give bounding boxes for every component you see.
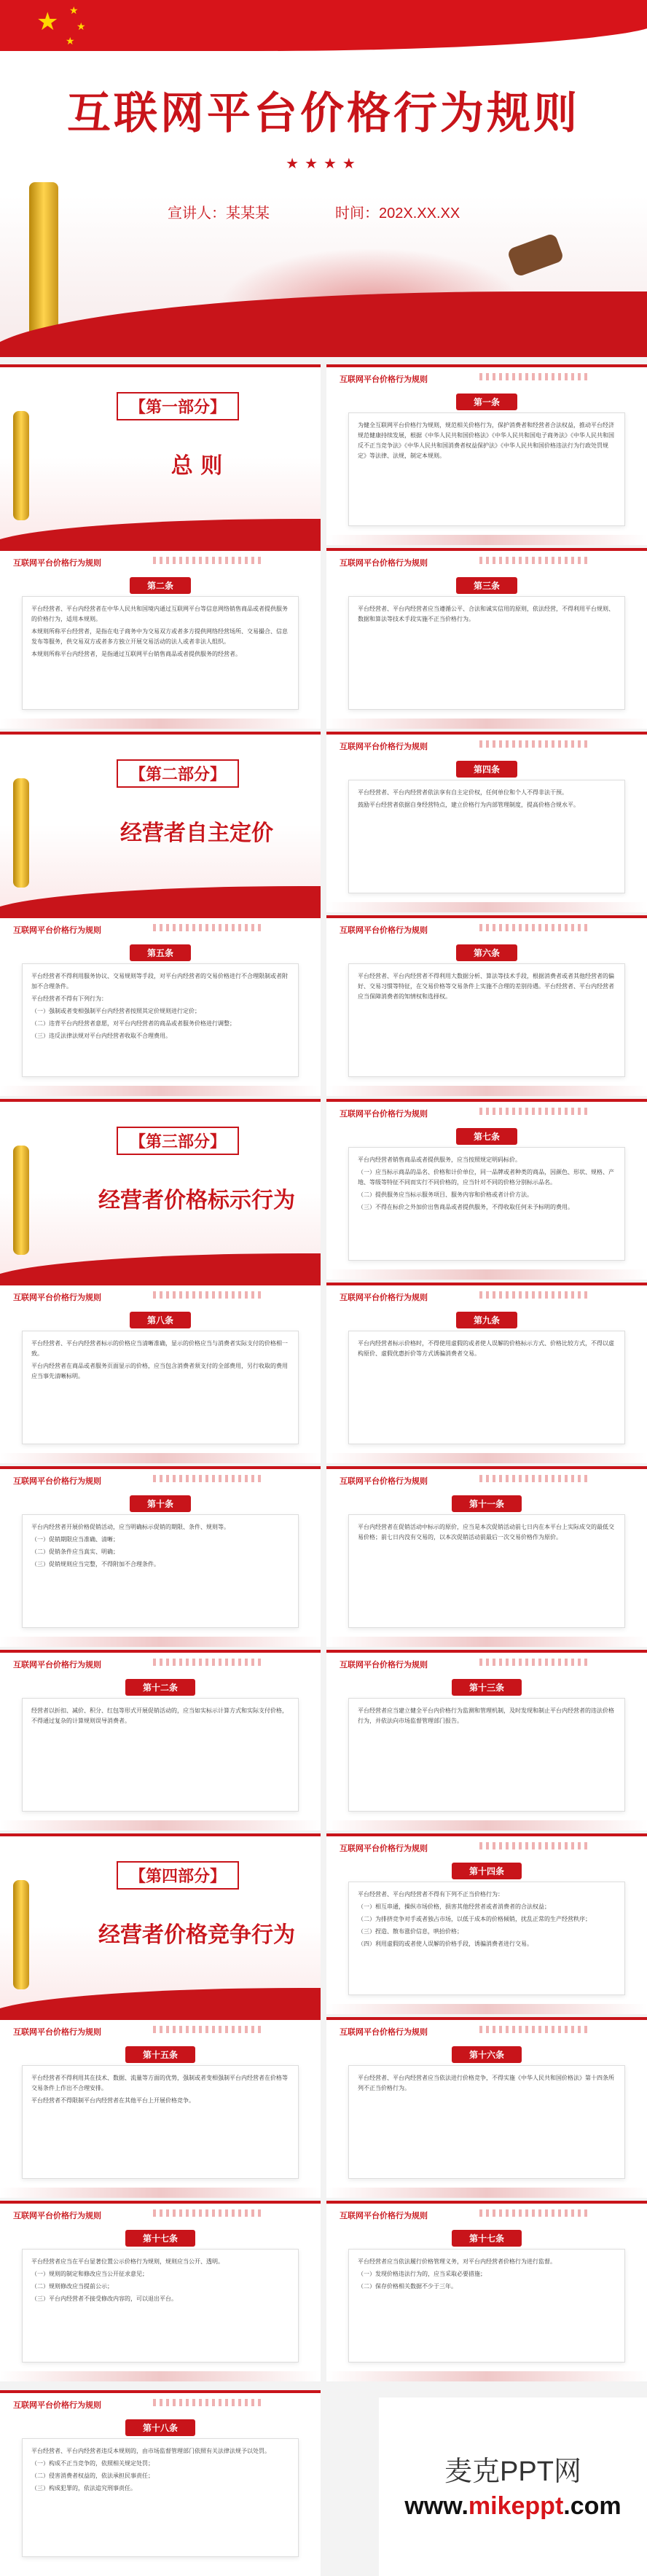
section-part-label: 【第四部分】 <box>117 1861 239 1890</box>
slide-header: 互联网平台价格行为规则 <box>13 559 101 568</box>
article-paragraph: （二）提供服务应当标示服务项目、服务内容和价格或者计价方法。 <box>358 1191 533 1198</box>
article-paragraph: 平台内经营者开展价格促销活动，应当明确标示促销的期限、条件、规则等。 <box>31 1524 230 1530</box>
red-wave <box>0 1253 321 1283</box>
url-domain: mikeppt <box>468 2492 564 2520</box>
slide-header: 互联网平台价格行为规则 <box>13 2028 101 2037</box>
article-paragraph: （二）规则修改应当提前公示； <box>31 2283 113 2290</box>
section-title: 经营者价格标示行为 <box>98 1188 295 1213</box>
article-text-box <box>348 1882 625 1995</box>
article-paragraph: （一）强制或者变相强制平台内经营者按照其定价规则进行定价； <box>31 1008 200 1014</box>
article-slide-11 <box>326 1466 647 1647</box>
article-paragraph: 本规则所称平台内经营者，是指通过互联网平台销售商品或者提供服务的经营者。 <box>31 651 241 657</box>
title-stars: ★★★★ <box>286 156 361 172</box>
footer-decoration <box>326 1269 647 1280</box>
section-slide-4 <box>0 1833 321 2017</box>
article-text-box <box>22 596 299 710</box>
red-wave <box>0 1988 321 2017</box>
section-title: 经营者自主定价 <box>120 821 273 846</box>
slide-header: 互联网平台价格行为规则 <box>340 926 428 935</box>
lace-decoration <box>153 924 262 931</box>
slide-header: 互联网平台价格行为规则 <box>13 1477 101 1486</box>
section-part-label: 【第一部分】 <box>117 392 239 420</box>
article-paragraph: （一）应当标示商品的品名、价格和计价单位，同一品牌或者种类的商品，因颜色、形状、规格、产地、等级等特征不同而实行不同价格的，应当针对不同的价格分别标示品名。 <box>358 1169 614 1186</box>
article-paragraph: （三）不得在标价之外加价出售商品或者提供服务，不得收取任何未予标明的费用。 <box>358 1204 573 1210</box>
article-text-box <box>348 780 625 893</box>
article-paragraph: 平台经营者不得限制平台内经营者在其他平台上开展价格竞争。 <box>31 2097 195 2104</box>
footer-decoration <box>326 1820 647 1831</box>
article-badge: 第十三条 <box>452 1679 522 1696</box>
article-paragraph: 平台经营者应当依法履行价格管理义务，对平台内经营者价格行为进行监督。 <box>358 2258 556 2265</box>
article-paragraph: 平台经营者、平台内经营者违反本规则的，由市场监督管理部门依照有关法律法规予以处罚。 <box>31 2448 270 2454</box>
article-slide-16 <box>326 2017 647 2198</box>
star-icon: ★ <box>69 4 79 16</box>
footer-decoration <box>326 719 647 729</box>
article-paragraph: 平台经营者不得利用服务协议、交易规则等手段，对平台内经营者的交易价格进行不合理限制或者附加不合理条件。 <box>31 973 288 990</box>
article-text-box <box>348 596 625 710</box>
article-paragraph: 平台经营者、平台内经营者标示的价格应当清晰准确，显示的价格应当与消费者实际支付的价格相一致。 <box>31 1340 288 1357</box>
article-slide-18 <box>326 2201 647 2381</box>
article-paragraph: 平台经营者、平台内经营者不得利用大数据分析、算法等技术手段，根据消费者或者其他经营者的偏好、交易习惯等特征，在交易价格等交易条件上实施不合理的差别待遇。平台经营者、平台内经营者应当保障消费者的知情权和选择权。 <box>358 973 614 1000</box>
article-paragraph: （一）构成不正当竞争的，依照相关规定处罚； <box>31 2460 154 2467</box>
article-paragraph: （二）为排挤竞争对手或者独占市场，以低于成本的价格倾销，扰乱正常的生产经营秩序； <box>358 1916 591 1922</box>
article-text-box <box>22 2065 299 2179</box>
footer-decoration <box>326 2371 647 2381</box>
slide-header: 互联网平台价格行为规则 <box>13 926 101 935</box>
huabiao-pillar-image <box>13 411 29 520</box>
article-text-box <box>348 1147 625 1261</box>
lace-decoration <box>479 924 589 931</box>
lace-decoration <box>479 373 589 380</box>
article-paragraph: 平台内经营者在促销活动中标示的原价，应当是本次促销活动前七日内在本平台上实际成交的最低交易价格；前七日内没有交易的，以本次促销活动前最后一次交易价格作为原价。 <box>358 1524 614 1540</box>
article-slide-9 <box>326 1283 647 1463</box>
article-badge: 第一条 <box>456 394 517 410</box>
speaker-label: 宣讲人：某某某 <box>168 205 270 222</box>
lace-decoration <box>479 1475 589 1482</box>
red-wave-top <box>0 0 647 51</box>
gavel-image <box>506 232 564 278</box>
section-slide-3 <box>0 1099 321 1283</box>
article-badge: 第八条 <box>130 1312 191 1328</box>
slide-header: 互联网平台价格行为规则 <box>340 375 428 384</box>
article-badge: 第十六条 <box>452 2046 522 2063</box>
lace-decoration <box>479 1108 589 1115</box>
article-paragraph: 平台经营者应当在平台显著位置公示价格行为规则，规则应当公开、透明。 <box>31 2258 224 2265</box>
article-paragraph: （二）促销条件应当真实、明确； <box>31 1549 119 1555</box>
star-icon: ★ <box>77 20 86 32</box>
red-wave-bottom <box>0 291 647 357</box>
article-text-box <box>22 2438 299 2557</box>
article-paragraph: （三）平台内经营者不接受修改内容的，可以退出平台。 <box>31 2295 177 2302</box>
article-slide-15 <box>0 2017 321 2198</box>
article-slide-12 <box>0 1650 321 1831</box>
article-badge: 第十七条 <box>452 2230 522 2247</box>
lace-decoration <box>153 2399 262 2406</box>
article-slide-7 <box>326 1099 647 1280</box>
red-wave <box>0 519 321 548</box>
article-slide-19 <box>0 2390 321 2576</box>
article-paragraph: 平台经营者、平台内经营者不得有下列不正当价格行为： <box>358 1891 503 1898</box>
lace-decoration <box>153 2026 262 2033</box>
article-paragraph: （三）违反法律法规对平台内经营者收取不合理费用。 <box>31 1033 171 1039</box>
article-paragraph: 经营者以折扣、减价、积分、红包等形式开展促销活动的，应当如实标示计算方式和实际支付价格，不得通过复杂的计算规则误导消费者。 <box>31 1707 288 1724</box>
footer-decoration <box>0 1086 321 1096</box>
lace-decoration <box>153 557 262 564</box>
lace-decoration <box>479 2026 589 2033</box>
slide-header: 互联网平台价格行为规则 <box>340 559 428 568</box>
slide-header: 互联网平台价格行为规则 <box>13 2212 101 2220</box>
lace-decoration <box>479 740 589 748</box>
article-paragraph: 平台经营者不得有下列行为： <box>31 995 107 1002</box>
cover-title: 互联网平台价格行为规则 <box>67 88 580 139</box>
watermark-panel <box>379 2397 647 2576</box>
url-suffix: .com <box>563 2492 621 2520</box>
article-paragraph: （一）发现价格违法行为的，应当采取必要措施； <box>358 2271 486 2277</box>
slide-header: 互联网平台价格行为规则 <box>340 1110 428 1119</box>
slide-header: 互联网平台价格行为规则 <box>340 2212 428 2220</box>
article-slide-10 <box>0 1466 321 1647</box>
slide-header: 互联网平台价格行为规则 <box>13 1661 101 1669</box>
footer-decoration <box>0 1453 321 1463</box>
article-paragraph: 平台经营者、平台内经营者应当依法进行价格竞争，不得实施《中华人民共和国价格法》第十四条所列不正当价格行为。 <box>358 2075 614 2091</box>
url-prefix: www. <box>404 2492 468 2520</box>
footer-decoration <box>326 2188 647 2198</box>
lace-decoration <box>153 1475 262 1482</box>
article-slide-8 <box>0 1283 321 1463</box>
lace-decoration <box>479 2209 589 2217</box>
article-slide-1 <box>326 364 647 545</box>
slide-header: 互联网平台价格行为规则 <box>340 1477 428 1486</box>
article-badge: 第十一条 <box>452 1495 522 1512</box>
footer-decoration <box>0 2371 321 2381</box>
article-paragraph: （一）规则的制定和修改应当公开征求意见； <box>31 2271 148 2277</box>
slide-header: 互联网平台价格行为规则 <box>340 1844 428 1853</box>
article-badge: 第七条 <box>456 1128 517 1145</box>
article-badge: 第十二条 <box>125 1679 195 1696</box>
article-badge: 第十条 <box>130 1495 191 1512</box>
footer-decoration <box>0 1637 321 1647</box>
lace-decoration <box>479 1842 589 1849</box>
article-text-box <box>22 963 299 1077</box>
article-badge: 第五条 <box>130 944 191 961</box>
lace-decoration <box>479 557 589 564</box>
section-slide-2 <box>0 732 321 915</box>
footer-decoration <box>326 1086 647 1096</box>
article-text-box <box>22 1331 299 1444</box>
article-paragraph: 平台经营者、平台内经营者在中华人民共和国境内通过互联网平台等信息网络销售商品或者提供服务的价格行为，适用本规则。 <box>31 606 288 622</box>
section-title: 总 则 <box>170 453 223 479</box>
article-badge: 第十四条 <box>452 1863 522 1879</box>
lace-decoration <box>479 1291 589 1299</box>
star-icon: ★ <box>66 35 75 47</box>
article-paragraph: 平台经营者不得利用其在技术、数据、流量等方面的优势，强制或者变相强制平台内经营者在价格等交易条件上作出不合理安排。 <box>31 2075 288 2091</box>
slide-header: 互联网平台价格行为规则 <box>340 743 428 751</box>
article-paragraph: 平台经营者、平台内经营者应当遵循公平、合法和诚实信用的原则，依法经营，不得利用平台规则、数据和算法等技术手段实施不正当价格行为。 <box>358 606 614 622</box>
lace-decoration <box>153 2209 262 2217</box>
article-paragraph: （二）保存价格相关数据不少于三年。 <box>358 2283 457 2290</box>
article-badge: 第九条 <box>456 1312 517 1328</box>
section-part-label: 【第二部分】 <box>117 759 239 788</box>
article-slide-2 <box>0 548 321 729</box>
footer-decoration <box>326 1637 647 1647</box>
article-paragraph: （三）构成犯罪的，依法追究刑事责任。 <box>31 2485 136 2491</box>
article-text-box <box>22 1698 299 1812</box>
lace-decoration <box>153 1659 262 1666</box>
lace-decoration <box>479 1659 589 1666</box>
article-text-box <box>348 1514 625 1628</box>
footer-decoration <box>0 719 321 729</box>
section-slide-1 <box>0 364 321 548</box>
article-text-box <box>22 2249 299 2362</box>
time-label: 时间：202X.XX.XX <box>335 205 460 222</box>
article-slide-17 <box>0 2201 321 2381</box>
cover-slide <box>0 0 647 357</box>
watermark-url <box>379 2492 647 2521</box>
huabiao-pillar-image <box>13 1146 29 1255</box>
section-part-label: 【第三部分】 <box>117 1127 239 1155</box>
article-slide-14 <box>326 1833 647 2014</box>
article-badge: 第十五条 <box>125 2046 195 2063</box>
article-text-box <box>348 963 625 1077</box>
footer-decoration <box>326 535 647 545</box>
article-paragraph: 平台经营者应当建立健全平台内价格行为监测和管理机制，及时发现和制止平台内经营者的违法价格行为，并依法向市场监督管理部门报告。 <box>358 1707 614 1724</box>
article-badge: 第四条 <box>456 761 517 778</box>
article-paragraph: （四）利用虚假的或者使人误解的价格手段，诱骗消费者进行交易。 <box>358 1941 533 1947</box>
slide-header: 互联网平台价格行为规则 <box>340 1293 428 1302</box>
article-text-box <box>22 1514 299 1628</box>
slide-header: 互联网平台价格行为规则 <box>340 2028 428 2037</box>
article-paragraph: （一）相互串通，操纵市场价格，损害其他经营者或者消费者的合法权益； <box>358 1903 550 1910</box>
article-slide-4 <box>326 732 647 912</box>
footer-decoration <box>0 2188 321 2198</box>
article-text-box <box>348 2065 625 2179</box>
article-paragraph: （三）捏造、散布涨价信息，哄抬价格； <box>358 1928 463 1935</box>
watermark-brand: 麦克PPT网 <box>444 2456 581 2487</box>
article-paragraph: （二）侵害消费者权益的，依法承担民事责任； <box>31 2473 154 2479</box>
article-paragraph: （三）促销规则应当完整，不得附加不合理条件。 <box>31 1561 160 1567</box>
footer-decoration <box>0 1820 321 1831</box>
article-paragraph: （二）违背平台内经营者意愿，对平台内经营者的商品或者服务价格进行调整； <box>31 1020 235 1027</box>
footer-decoration <box>326 2004 647 2014</box>
article-badge: 第三条 <box>456 577 517 594</box>
huabiao-pillar-image <box>13 778 29 888</box>
article-paragraph: 平台经营者、平台内经营者依法享有自主定价权，任何单位和个人不得非法干预。 <box>358 789 568 796</box>
article-slide-13 <box>326 1650 647 1831</box>
article-badge: 第十八条 <box>125 2419 195 2436</box>
slide-header: 互联网平台价格行为规则 <box>13 2401 101 2410</box>
article-paragraph: 平台内经营者销售商品或者提供服务，应当按照规定明码标价。 <box>358 1156 521 1163</box>
article-paragraph: 平台内经营者在商品或者服务页面显示的价格，应当包含消费者须支付的全部费用，另行收取的费用应当事先清晰标明。 <box>31 1363 288 1379</box>
slide-header: 互联网平台价格行为规则 <box>13 1293 101 1302</box>
article-badge: 第十七条 <box>125 2230 195 2247</box>
section-title: 经营者价格竞争行为 <box>98 1922 295 1948</box>
slide-header: 互联网平台价格行为规则 <box>340 1661 428 1669</box>
footer-decoration <box>326 1453 647 1463</box>
article-slide-3 <box>326 548 647 729</box>
article-slide-6 <box>326 915 647 1096</box>
article-paragraph: 平台内经营者标示价格时，不得使用虚假的或者使人误解的价格标示方式、价格比较方式，不得以虚构原价、虚假优惠折价等方式诱骗消费者交易。 <box>358 1340 614 1357</box>
article-badge: 第二条 <box>130 577 191 594</box>
footer-decoration <box>326 902 647 912</box>
article-paragraph: 鼓励平台经营者依据自身经营特点，建立价格行为内部管理制度，提高价格合规水平。 <box>358 802 579 808</box>
article-paragraph: 本规则所称平台经营者，是指在电子商务中为交易双方或者多方提供网络经营场所、交易撮合、信息发布等服务，供交易双方或者多方独立开展交易活动的法人或者非法人组织。 <box>31 628 288 645</box>
article-text-box <box>348 1331 625 1444</box>
article-text-box <box>348 1698 625 1812</box>
article-badge: 第六条 <box>456 944 517 961</box>
star-icon: ★ <box>36 8 59 36</box>
article-paragraph: 为健全互联网平台价格行为规则，规范相关价格行为，保护消费者和经营者合法权益，推动平台经济规范健康持续发展，根据《中华人民共和国价格法》《中华人民共和国电子商务法》《中华人民共和国反不正当竞争法》《中华人民共和国消费者权益保护法》《中华人民共和国价格违法行为行政处罚规定》等法律、法规，制定本规则。 <box>358 422 614 459</box>
article-text-box <box>348 2249 625 2362</box>
article-slide-5 <box>0 915 321 1096</box>
lace-decoration <box>153 1291 262 1299</box>
red-wave <box>0 886 321 915</box>
huabiao-pillar-image <box>13 1880 29 1989</box>
article-text-box <box>348 412 625 526</box>
article-paragraph: （一）促销期限应当准确、清晰； <box>31 1536 119 1543</box>
